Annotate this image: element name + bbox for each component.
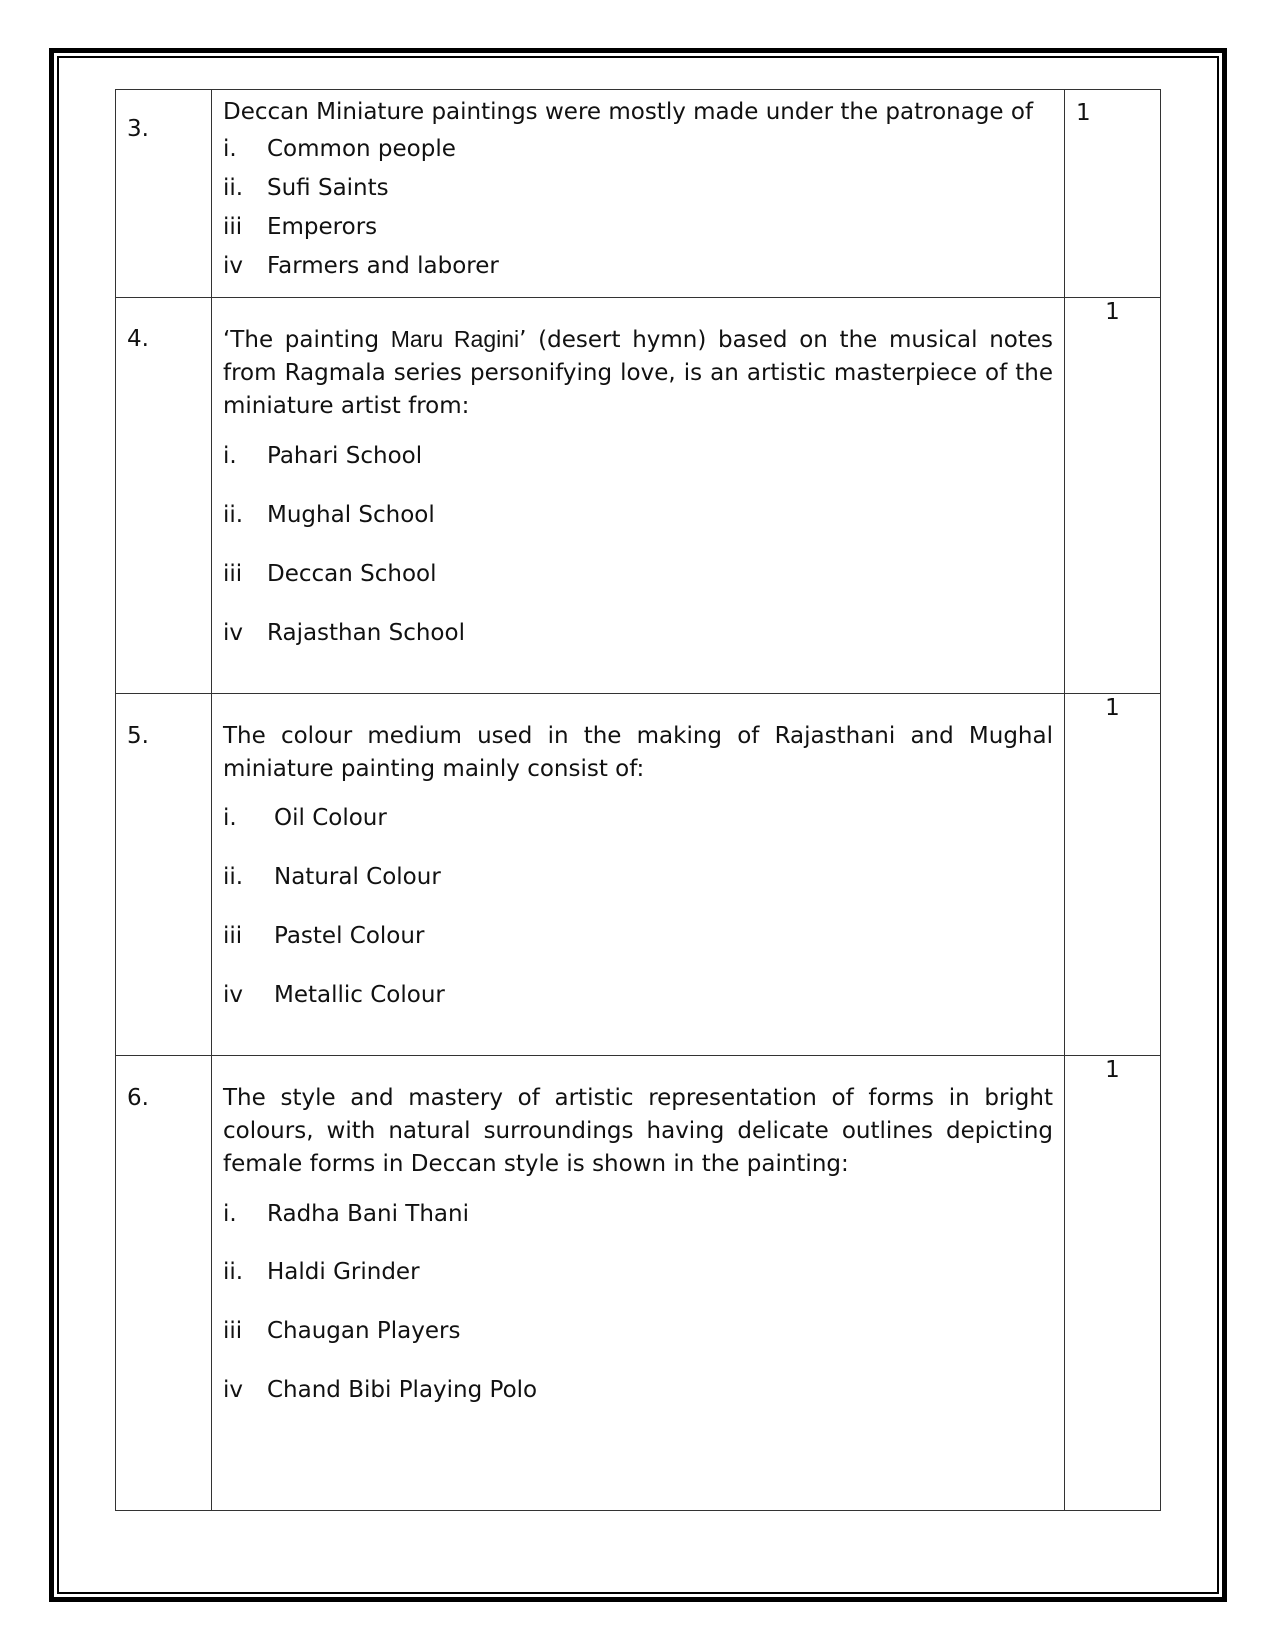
table-row-question-4: [116, 298, 1161, 694]
option-numeral: ii.: [223, 175, 244, 201]
question-number-cell: [116, 1056, 212, 1511]
option-row: [223, 136, 1053, 175]
question-text-cell: [212, 298, 1065, 694]
option-label: Pahari School: [267, 443, 423, 469]
option-row: [223, 561, 1053, 620]
option-numeral: ii.: [223, 502, 244, 528]
option-numeral: i.: [223, 805, 237, 831]
question-text-cell: [212, 1056, 1065, 1511]
question-text: [223, 323, 1053, 423]
option-numeral: iii: [223, 1318, 243, 1344]
marks-value: 1: [1076, 100, 1091, 126]
option-row: [223, 1201, 1053, 1259]
question-text: The style and mastery of artistic representation of forms in bright colours, with natural surroundings having delicate outlines depicting female forms in Deccan style is shown in the painting:: [223, 1085, 1053, 1177]
option-row: [223, 923, 1053, 982]
option-row: [223, 253, 1053, 292]
table-row-question-5: [116, 694, 1161, 1056]
option-numeral: ii.: [223, 864, 244, 890]
question-number: 6.: [127, 1085, 149, 1111]
option-label: Deccan School: [267, 561, 437, 587]
option-label: Oil Colour: [274, 805, 387, 831]
table-row-question-3: [116, 90, 1161, 298]
option-numeral: iii: [223, 561, 243, 587]
option-label: Sufi Saints: [267, 175, 389, 201]
marks-cell: [1065, 90, 1161, 298]
option-numeral: iii: [223, 214, 243, 240]
marks-cell: [1065, 1056, 1161, 1511]
option-row: [223, 1377, 1053, 1417]
option-label: Farmers and laborer: [267, 253, 499, 279]
marks-value: 1: [1105, 1057, 1120, 1083]
option-row: [223, 1318, 1053, 1377]
marks-cell: [1065, 298, 1161, 694]
question-text-end: ’ (desert hymn) based on the musical notes from Ragmala series personifying love, is an artistic masterpiece of the miniature artist from:: [223, 327, 1053, 419]
marks-value: 1: [1105, 695, 1120, 721]
option-row: [223, 864, 1053, 923]
option-label: Natural Colour: [274, 864, 441, 890]
option-label: Mughal School: [267, 502, 435, 528]
question-text-start: ‘The painting: [223, 327, 391, 353]
option-label: Chaugan Players: [267, 1318, 461, 1344]
option-label: Chand Bibi Playing Polo: [267, 1377, 538, 1403]
option-label: Haldi Grinder: [267, 1259, 420, 1285]
question-number: 4.: [127, 326, 149, 352]
question-number: 3.: [127, 116, 149, 142]
option-row: [223, 620, 1053, 660]
question-text: The colour medium used in the making of Rajasthani and Mughal miniature painting mainly consist of:: [223, 723, 1053, 782]
option-numeral: iv: [223, 982, 244, 1008]
marks-value: 1: [1105, 299, 1120, 325]
option-numeral: i.: [223, 1201, 237, 1227]
option-numeral: i.: [223, 136, 237, 162]
option-label: Rajasthan School: [267, 620, 465, 646]
question-number: 5.: [127, 723, 149, 749]
question-number-cell: [116, 90, 212, 298]
option-numeral: iii: [223, 923, 243, 949]
option-numeral: ii.: [223, 1259, 244, 1285]
marks-cell: [1065, 694, 1161, 1056]
question-text-cell: [212, 694, 1065, 1056]
option-row: [223, 1259, 1053, 1318]
option-label: Metallic Colour: [274, 982, 445, 1008]
question-text: Deccan Miniature paintings were mostly made under the patronage of: [223, 99, 1034, 125]
question-table: [115, 89, 1161, 1511]
option-numeral: iv: [223, 253, 244, 279]
option-row: [223, 982, 1053, 1022]
option-row: [223, 214, 1053, 253]
option-label: Pastel Colour: [274, 923, 425, 949]
option-label: Common people: [267, 136, 456, 162]
option-numeral: iv: [223, 620, 244, 646]
option-numeral: i.: [223, 443, 237, 469]
option-label: Radha Bani Thani: [267, 1201, 469, 1227]
question-number-cell: [116, 694, 212, 1056]
option-row: [223, 502, 1053, 561]
option-row: [223, 175, 1053, 214]
option-numeral: iv: [223, 1377, 244, 1403]
table-row-question-6: [116, 1056, 1161, 1511]
question-text-cell: [212, 90, 1065, 298]
painting-title: Maru Ragini: [390, 326, 520, 352]
option-row: [223, 443, 1053, 502]
option-row: [223, 805, 1053, 864]
question-number-cell: [116, 298, 212, 694]
option-label: Emperors: [267, 214, 378, 240]
